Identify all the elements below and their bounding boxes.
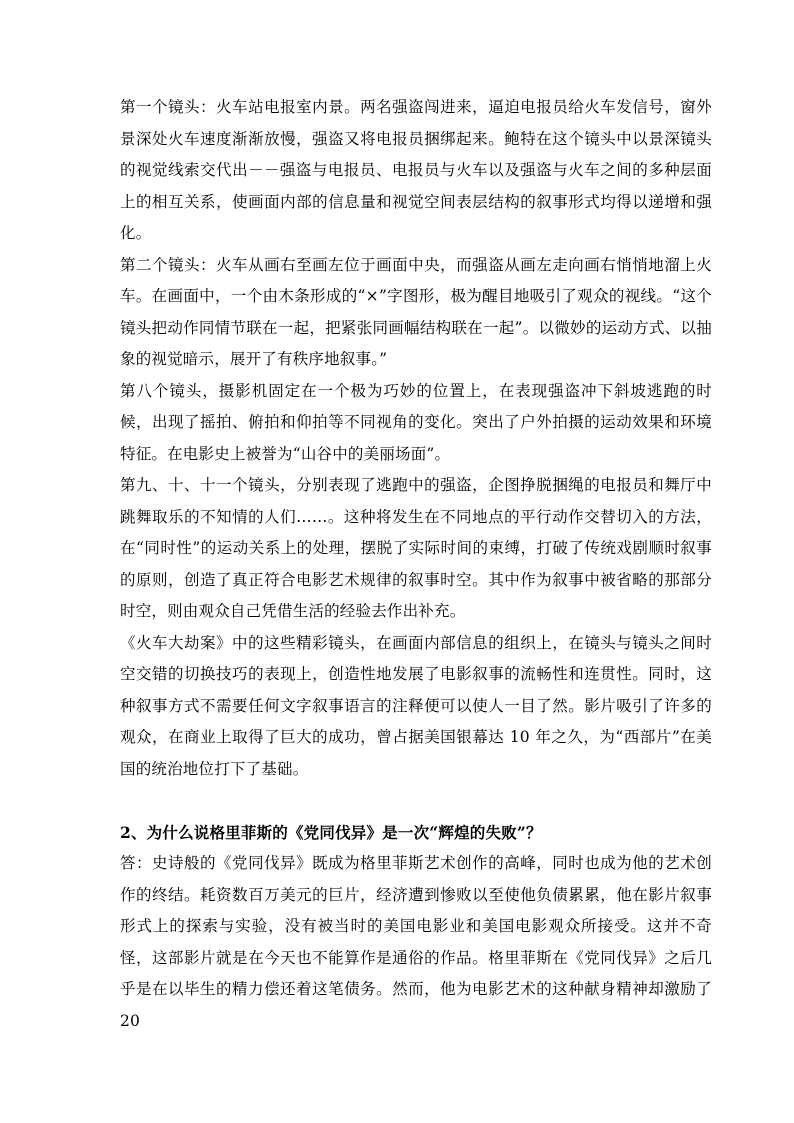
paragraph-summary: 《火车大劫案》中的这些精彩镜头，在画面内部信息的组织上，在镜头与镜头之间时空交错的切换技巧的表现上，创造性地发展了电影叙事的流畅性和连贯性。同时，这种叙事方式不需要任何文字叙事语言的注释便可以使人一目了然。影片吸引了许多的观众，在商业上取得了巨大的成功，曾占据美国银幕达 10 年之久，为“西部片”在美国的统治地位打下了基础。 [120, 633, 712, 778]
paragraph-gap [120, 785, 712, 817]
answer-paragraph: 答：史诗般的《党同伐异》既成为格里菲斯艺术创作的高峰，同时也成为他的艺术创作的终结。耗资数百万美元的巨片，经济遭到惨败以至使他负债累累，他在影片叙事形式上的探索与实验，没有被当时的美国电影业和美国电影观众所接受。这并不奇怪，这部影片就是在今天也不能算作是通俗的作品。格里菲斯在《党同伐异》之后几乎是在以毕生的精力偿还着这笔债务。然而，他为电影艺术的这种献身精神却激励了 20 [120, 854, 712, 1030]
question-heading: 2、为什么说格里菲斯的《党同伐异》是一次“辉煌的失败”？ [120, 822, 542, 842]
document-page [120, 92, 712, 1037]
paragraph-shot-2: 第二个镜头：火车从画右至画左位于画面中央，而强盗从画左走向画右悄悄地溜上火车。在画面中，一个由木条形成的“×”字图形，极为醒目地吸引了观众的视线。“这个镜头把动作同情节联在一起，把紧张同画幅结构联在一起”。以微妙的运动方式、以抽象的视觉暗示，展开了有秩序地叙事。” [120, 255, 712, 368]
paragraph-shot-9-11: 第九、十、十一个镜头，分别表现了逃跑中的强盗，企图挣脱捆绳的电报员和舞厅中跳舞取乐的不知情的人们……。这种将发生在不同地点的平行动作交替切入的方法，在“同时性”的运动关系上的处理，摆脱了实际时间的束缚，打破了传统戏剧顺时叙事的原则，创造了真正符合电影艺术规律的叙事时空。其中作为叙事中被省略的那部分时空，则由观众自己凭借生活的经验去作出补充。 [120, 476, 712, 620]
paragraph-shot-8: 第八个镜头，摄影机固定在一个极为巧妙的位置上，在表现强盗冲下斜坡逃跑的时候，出现了摇拍、俯拍和仰拍等不同视角的变化。突出了户外拍摄的运动效果和环境特征。在电影史上被誉为“山谷中的美丽场面”。 [120, 381, 712, 463]
paragraph-shot-1: 第一个镜头：火车站电报室内景。两名强盗闯进来，逼迫电报员给火车发信号，窗外景深处火车速度渐渐放慢，强盗又将电报员捆绑起来。鲍特在这个镜头中以景深镜头的视觉线索交代出－－强盗与电报员、电报员与火车以及强盗与火车之间的多种层面上的相互关系，使画面内部的信息量和视觉空间表层结构的叙事形式均得以递增和强化。 [120, 98, 712, 242]
